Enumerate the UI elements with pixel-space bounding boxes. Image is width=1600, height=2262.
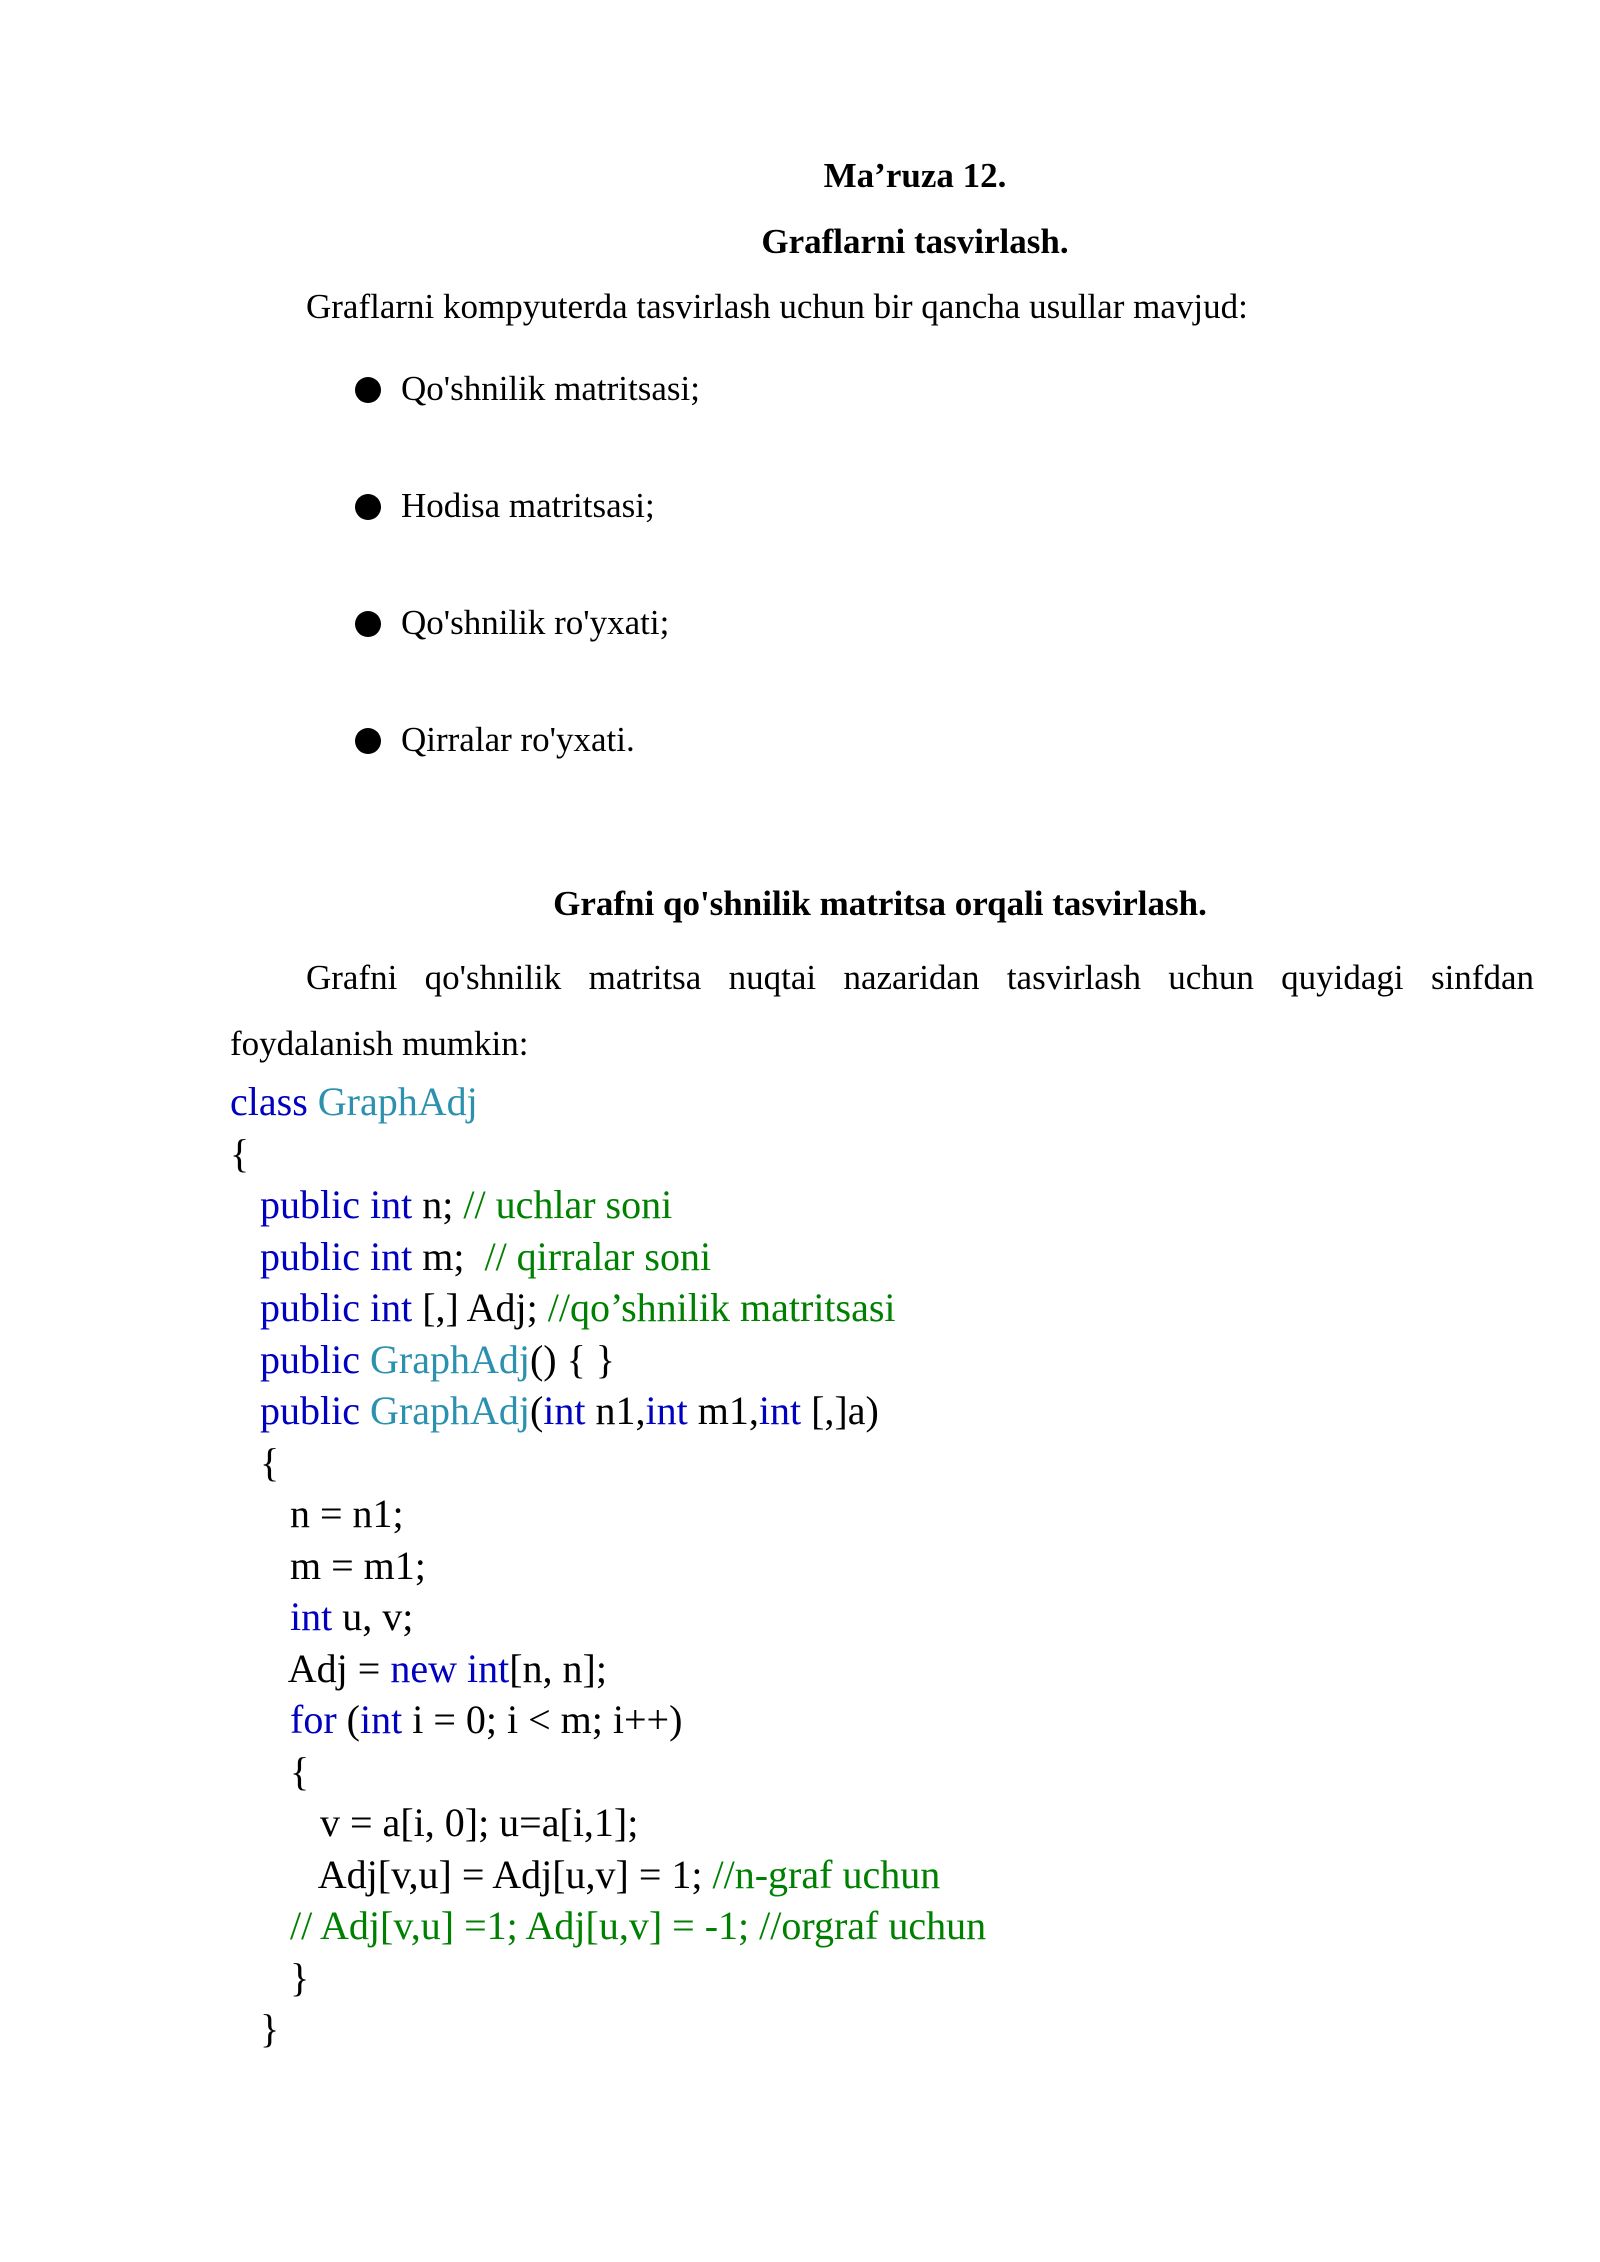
code-token: public int — [260, 1233, 413, 1279]
code-token: { — [230, 1130, 250, 1176]
code-token: m = m1; — [230, 1542, 426, 1588]
code-token — [230, 1234, 260, 1279]
code-token: { — [230, 1439, 280, 1485]
code-token — [360, 1388, 370, 1433]
code-token: // Adj[v,u] =1; Adj[u,v] = -1; //orgraf uchun — [290, 1903, 987, 1948]
bullet-icon — [355, 728, 381, 754]
code-token: [n, n]; — [509, 1645, 607, 1691]
code-token: // uchlar soni — [463, 1182, 673, 1227]
code-line — [230, 1952, 986, 2004]
code-line — [230, 1900, 986, 1952]
list-item — [355, 484, 700, 601]
code-token: } — [230, 2006, 280, 2051]
code-token: () { } — [529, 1336, 615, 1382]
code-line — [230, 1179, 986, 1231]
code-token: public int — [260, 1285, 413, 1330]
bullet-icon — [355, 611, 381, 637]
intro-paragraph: Graflarni kompyuterda tasvirlash uchun bir qancha usullar mavjud: — [306, 287, 1248, 326]
subsection-paragraph: Grafni qo'shnilik matritsa nuqtai nazaridan tasvirlash uchun quyidagi sinfdan foydalanish mumkin: — [230, 958, 1534, 1063]
code-token — [230, 1903, 290, 1948]
list-item — [355, 601, 700, 718]
code-token: class — [230, 1079, 308, 1124]
code-token: int — [290, 1594, 333, 1639]
code-line — [230, 1591, 986, 1643]
code-token: n; — [412, 1182, 464, 1227]
code-line — [230, 1437, 986, 1489]
code-token: for — [290, 1697, 337, 1742]
list-item-text: Qo'shnilik matritsasi; — [401, 369, 700, 408]
code-token: i = 0; i < m; i++) — [402, 1697, 683, 1742]
code-token: [,] Adj; — [412, 1285, 548, 1330]
list-item-text: Qirralar ro'yxati. — [401, 720, 635, 759]
code-token: GraphAdj — [307, 1079, 478, 1124]
code-line — [230, 1540, 986, 1592]
code-token: int — [359, 1697, 403, 1742]
code-token: //qo’shnilik matritsasi — [547, 1285, 896, 1330]
code-line — [230, 1746, 986, 1798]
code-line — [230, 1849, 986, 1901]
subsection-title: Grafni qo'shnilik matritsa orqali tasvirlash. — [553, 884, 1207, 923]
code-token: Adj[v,u] = Adj[u,v] = 1; — [230, 1851, 713, 1897]
code-token — [230, 1388, 260, 1433]
bullet-icon — [355, 377, 381, 403]
code-token — [230, 1285, 260, 1330]
code-line — [230, 1797, 986, 1849]
code-token: int — [758, 1388, 802, 1433]
code-token: { — [230, 1748, 310, 1794]
code-token: public — [260, 1388, 360, 1433]
code-token: Adj = — [230, 1645, 391, 1691]
code-token: GraphAdj — [369, 1388, 530, 1433]
code-line — [230, 1334, 986, 1386]
code-token: int — [645, 1388, 688, 1433]
code-token: m; — [412, 1233, 485, 1279]
code-token — [230, 1697, 290, 1742]
section-title: Graflarni tasvirlash. — [761, 222, 1069, 261]
list-item — [355, 718, 700, 835]
code-line — [230, 2003, 986, 2055]
code-token: GraphAdj — [369, 1336, 530, 1382]
code-line — [230, 1231, 986, 1283]
code-line — [230, 1076, 986, 1128]
code-token — [360, 1337, 370, 1382]
code-token: } — [230, 1954, 310, 2000]
bullet-icon — [355, 494, 381, 520]
lecture-title: Ma’ruza 12. — [823, 156, 1007, 195]
code-token: [,]a) — [801, 1388, 879, 1433]
code-token: ( — [336, 1697, 360, 1742]
methods-list — [355, 367, 700, 835]
code-token: ( — [529, 1388, 544, 1433]
code-line — [230, 1488, 986, 1540]
code-token: int — [543, 1388, 586, 1433]
code-token: u, v; — [332, 1594, 414, 1639]
list-item-text: Hodisa matritsasi; — [401, 486, 655, 525]
code-token: //n-graf uchun — [712, 1851, 941, 1897]
code-token: n = n1; — [230, 1491, 404, 1536]
code-token: n1, — [585, 1388, 646, 1433]
code-block — [230, 1076, 986, 2055]
code-token: new int — [390, 1645, 510, 1691]
list-item-text: Qo'shnilik ro'yxati; — [401, 603, 670, 642]
code-token — [230, 1182, 260, 1227]
code-line — [230, 1282, 986, 1334]
code-token: public — [260, 1336, 360, 1382]
code-token: m1, — [687, 1388, 759, 1433]
code-line — [230, 1694, 986, 1746]
code-line — [230, 1643, 986, 1695]
list-item — [355, 367, 700, 484]
code-line — [230, 1128, 986, 1180]
code-line — [230, 1385, 986, 1437]
code-token — [230, 1594, 290, 1639]
code-token: // qirralar soni — [484, 1233, 712, 1279]
code-token — [230, 1337, 260, 1382]
code-token: v = a[i, 0]; u=a[i,1]; — [230, 1800, 639, 1845]
code-token: public int — [260, 1182, 413, 1227]
